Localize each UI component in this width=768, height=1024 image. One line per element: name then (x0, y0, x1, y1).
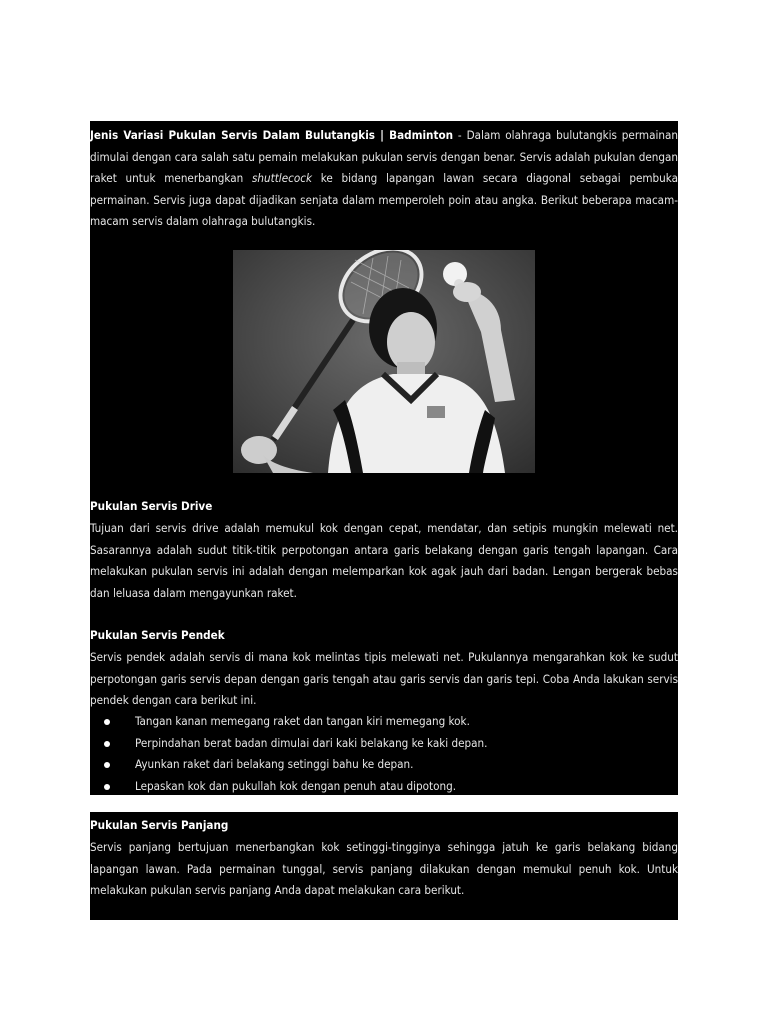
step-text: Ayunkan raket dari belakang setinggi bahu ke depan. (135, 757, 414, 772)
bullet-icon (104, 741, 110, 747)
heading-servis-panjang: Pukulan Servis Panjang (90, 818, 229, 832)
intro-text-2: ke bidang lapangan lawan secara diagonal sebagai pembuka permainan. Servis juga dapat dijadikan senjata dalam memperoleh poin atau angka. Berikut beberapa macam-macam servis dalam olahraga bulutangkis. (90, 171, 678, 229)
intro-italic-term: shuttlecock (251, 171, 313, 186)
list-item (90, 754, 678, 776)
heading-servis-drive: Pukulan Servis Drive (90, 499, 213, 513)
article-block-panjang (90, 812, 678, 920)
step-text: Tangan kanan memegang raket dan tangan kiri memegang kok. (135, 714, 470, 728)
step-text: Lepaskan kok dan pukullah kok dengan penuh atau dipotong. (135, 778, 457, 793)
bullet-icon (104, 762, 110, 768)
step-text: Perpindahan berat badan dimulai dari kaki belakang ke kaki depan. (135, 735, 488, 750)
badminton-player-photo (233, 250, 535, 473)
list-item (90, 733, 678, 755)
heading-servis-pendek: Pukulan Servis Pendek (90, 628, 225, 642)
pendek-steps-list (90, 711, 678, 797)
panjang-paragraph: Servis panjang bertujuan menerbangkan kok setinggi-tingginya sehingga jatuh ke garis belakang bidang lapangan lawan. Pada permainan tunggal, servis panjang dilakukan dengan memukul penuh kok. Untuk melakukan pukulan servis panjang Anda dapat melakukan cara berikut. (90, 840, 678, 898)
title-dash: - (453, 128, 467, 142)
intro-paragraph (90, 125, 678, 233)
pendek-paragraph: Servis pendek adalah servis di mana kok melintas tipis melewati net. Pukulannya mengarahkan kok ke sudut perpotongan garis servis depan dengan garis tengah atau garis servis dan garis tepi. Coba Anda lakukan servis pendek dengan cara berikut ini. (90, 650, 678, 708)
list-item (90, 711, 678, 733)
article-block-main (90, 121, 678, 795)
intro-text-1: Dalam olahraga bulutangkis permainan dimulai dengan cara salah satu pemain melakukan pukulan servis dengan benar. Servis adalah pukulan dengan raket untuk menerbangkan (90, 128, 679, 186)
list-item (90, 776, 678, 798)
bullet-icon (104, 784, 110, 790)
article-title: Jenis Variasi Pukulan Servis Dalam Bulutangkis | Badminton (90, 128, 454, 142)
drive-paragraph: Tujuan dari servis drive adalah memukul kok dengan cepat, mendatar, dan setipis mungkin melewati net. Sasarannya adalah sudut titik-titik perpotongan antara garis belakang dengan garis tengah lapangan. Cara melakukan pukulan servis ini adalah dengan melemparkan kok agak jauh dari badan. Lengan bergerak bebas dan leluasa dalam mengayunkan raket. (90, 521, 678, 600)
bullet-icon (104, 719, 110, 725)
